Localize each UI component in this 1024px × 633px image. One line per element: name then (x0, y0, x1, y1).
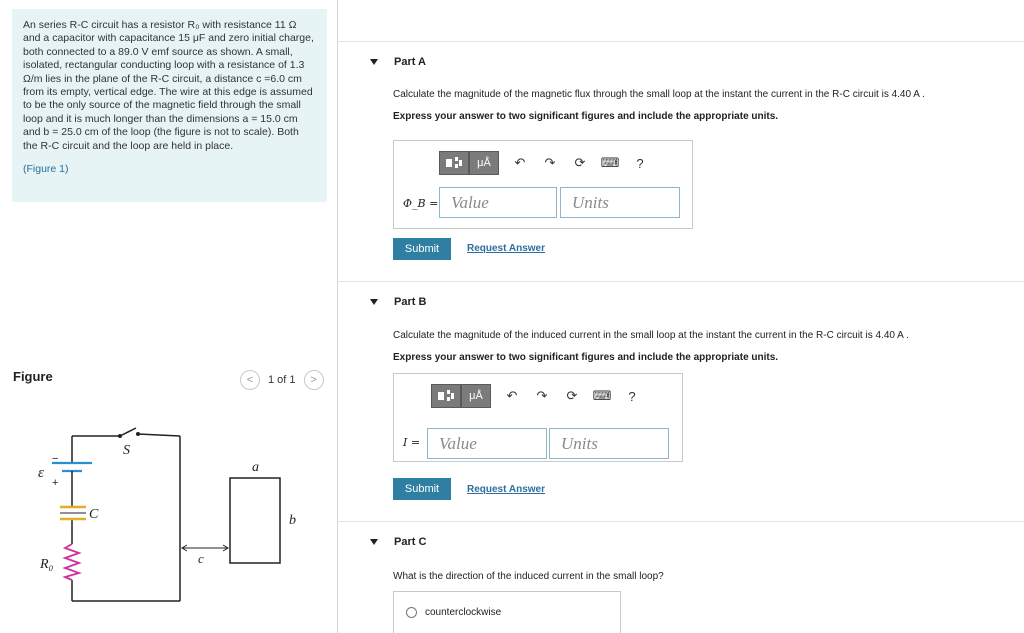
battery-minus-label: − (52, 453, 59, 465)
figure-link[interactable]: (Figure 1) (23, 163, 69, 176)
part-b-question: Calculate the magnitude of the induced current in the small loop at the instant the current in the R-C circuit is 4.40 A . (393, 330, 909, 341)
part-c-title: Part C (394, 535, 427, 548)
part-b-title: Part B (394, 295, 427, 308)
units-icon[interactable]: μÅ (469, 151, 499, 175)
small-loop (230, 478, 280, 563)
option-counterclockwise[interactable] (406, 607, 501, 618)
problem-text: An series R-C circuit has a resistor R₀ with resistance 11 Ω and a capacitor with capacitance 15 μF and zero initial charge, both connected to a 89.0 V emf source as shown. A small, isolated, rectangular conducting loop with a resistance of 1.3 Ω/m lies in the plane of the R-C circuit, a distance c =6.0 cm from its empty, vertical edge. The wire at this edge is assumed to be the only source of the magnetic field through the small loop and it is much longer than the dimensions a = 15.0 cm and b = 25.0 cm of the loop (the figure is not to scale). Both the R-C circuit and the loop are held in place. (23, 19, 314, 152)
loop-height-label: b (289, 513, 296, 528)
part-a-instruction: Express your answer to two significant figures and include the appropriate units. (393, 111, 779, 122)
keyboard-icon[interactable]: ⌨ (592, 388, 612, 403)
part-a-question: Calculate the magnitude of the magnetic flux through the small loop at the instant the current in the R-C circuit is 4.40 A . (393, 89, 925, 100)
redo-icon[interactable]: ↷ (544, 155, 556, 170)
part-b-label: I = (403, 436, 421, 449)
units-icon[interactable]: μÅ (461, 384, 491, 408)
collapse-triangle-icon (370, 59, 378, 65)
part-b-submit-button[interactable]: Submit (393, 478, 451, 500)
part-b-request-answer-link[interactable]: Request Answer (467, 484, 545, 495)
problem-panel (0, 0, 338, 633)
part-c-options (393, 591, 621, 633)
wire-top-right (138, 434, 180, 436)
figure-pager (240, 370, 324, 390)
part-a-template-group (439, 151, 499, 175)
part-c-question: What is the direction of the induced current in the small loop? (393, 571, 664, 582)
figure-title: Figure (13, 369, 53, 384)
undo-icon[interactable]: ↶ (514, 155, 526, 170)
part-b-value-input[interactable] (427, 428, 547, 459)
part-a-submit-button[interactable]: Submit (393, 238, 451, 260)
part-b-header[interactable] (338, 281, 1024, 321)
switch-contact (136, 432, 140, 436)
part-b-instruction: Express your answer to two significant figures and include the appropriate units. (393, 352, 779, 363)
part-a-title: Part A (394, 55, 426, 68)
help-icon[interactable]: ? (628, 388, 636, 404)
part-a-toolbar (439, 151, 655, 175)
part-a-header[interactable] (338, 41, 1024, 81)
radio-button[interactable] (406, 607, 417, 618)
part-a-value-input[interactable] (439, 187, 557, 218)
redo-icon[interactable]: ↷ (536, 388, 548, 403)
loop-width-label: a (252, 460, 259, 475)
reset-icon[interactable]: ⟳ (574, 155, 586, 170)
circuit-figure (30, 420, 320, 620)
problem-statement (12, 9, 327, 202)
pager-text: 1 of 1 (268, 374, 296, 386)
keyboard-icon[interactable]: ⌨ (600, 155, 620, 170)
part-a-request-answer-link[interactable]: Request Answer (467, 243, 545, 254)
resistor-label: R₀ (40, 557, 54, 572)
collapse-triangle-icon (370, 539, 378, 545)
part-b-answer-box (393, 373, 683, 462)
part-a-answer-box (393, 140, 693, 229)
resistor-zigzag (65, 544, 79, 580)
battery-plus-label: + (52, 477, 59, 489)
help-icon[interactable]: ? (636, 155, 644, 171)
switch-label: S (123, 443, 130, 458)
part-b-toolbar (431, 384, 647, 408)
option-label: counterclockwise (425, 607, 502, 618)
part-a-label: Φ_B = (403, 197, 439, 210)
next-figure-button[interactable]: > (304, 370, 324, 390)
template-icon[interactable] (439, 151, 469, 175)
parts-panel (338, 0, 1024, 633)
undo-icon[interactable]: ↶ (506, 388, 518, 403)
part-b-units-input[interactable] (549, 428, 669, 459)
prev-figure-button[interactable]: < (240, 370, 260, 390)
collapse-triangle-icon (370, 299, 378, 305)
reset-icon[interactable]: ⟳ (566, 388, 578, 403)
distance-c-label: c (198, 551, 204, 566)
part-a-units-input[interactable] (560, 187, 680, 218)
capacitor-label: C (89, 507, 99, 522)
part-b-template-group (431, 384, 491, 408)
part-c-header[interactable] (338, 521, 1024, 561)
switch-blade (120, 428, 136, 436)
template-icon[interactable] (431, 384, 461, 408)
emf-label: ε (38, 465, 44, 481)
